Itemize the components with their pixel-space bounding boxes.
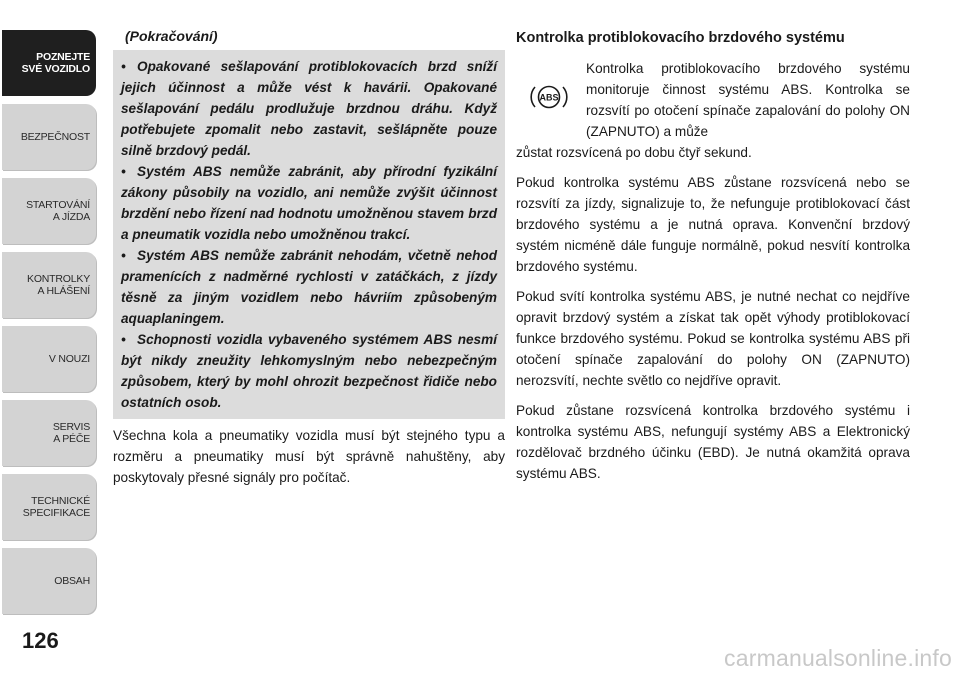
tire-paragraph: Všechna kola a pneumatiky vozidla musí být stejného typu a rozměru a pneumatiky musí být správně nahuštěny, aby poskytovaly přesné signály pro počítač. (113, 428, 505, 485)
warning-item (121, 56, 497, 161)
tab-technicke-specifikace[interactable] (2, 474, 96, 540)
tab-label: TECHNICKÉ SPECIFIKACE (22, 495, 90, 519)
warning-text: Systém ABS nemůže zabránit nehodám, včetně nehod pramenících z nadměrné rychlosti v zatáčkách, z jízdy těsně za jiným vozidlem nebo hávriím způsobeným aquaplaningem. (121, 248, 497, 326)
tab-servis[interactable] (2, 400, 96, 466)
bullet-icon: • (121, 59, 126, 74)
indicator-block (516, 58, 910, 142)
tab-label: KONTROLKY A HLÁŠENÍ (27, 273, 90, 297)
warning-text: Opakované sešlapování protiblokovacích brzd sníží jejich účinnost a může vést k havárii. Opakované sešlapování pedálu prodlužuje brzdnou dráhu. Když potřebujete zpomalit nebo zastavit, sešlápněte pouze silně brzdový pedál. (121, 59, 497, 158)
right-column (516, 28, 910, 493)
indicator-description-cont: zůstat rozsvícená po dobu čtyř sekund. (516, 145, 752, 160)
tab-label: BEZPEČNOST (20, 131, 90, 143)
chapter-sidebar (0, 0, 100, 640)
warning-text: Systém ABS nemůže zabránit, aby přírodní fyzikální zákony působily na vozidlo, ani nemůže zvýšit účinnost brzdění nebo řízení nad hodnotu umožněnou stavem brzd a pneumatik vozidla nebo umožněnou trakcí. (121, 164, 497, 242)
warning-box (113, 50, 505, 419)
abs-icon-label: ABS (539, 92, 559, 103)
continued-label: (Pokračování) (125, 28, 218, 44)
bullet-icon: • (121, 164, 126, 179)
tab-startovani[interactable] (2, 178, 96, 244)
tab-label: OBSAH (54, 575, 90, 587)
tab-v-nouzi[interactable] (2, 326, 96, 392)
tab-label: SERVIS A PÉČE (52, 421, 90, 445)
warning-text: Schopnosti vozidla vybaveného systémem ABS nesmí být nikdy zneužity lehkomyslným nebo nebezpečným způsobem, který by mohl ohrozit bezpečnost řidiče nebo ostatních osob. (121, 332, 497, 410)
tab-label: POZNEJTE SVÉ VOZIDLO (21, 51, 90, 75)
warning-item (121, 245, 497, 329)
abs-paragraph-3: Pokud zůstane rozsvícená kontrolka brzdového systému i kontrolka systému ABS, nefungují systémy ABS a Elektronický rozdělovač brzdného účinku (EBD). Je nutná okamžitá oprava systému ABS. (516, 403, 910, 481)
abs-paragraph-2: Pokud svítí kontrolka systému ABS, je nutné nechat co nejdříve opravit brzdový systém a získat tak opět výhody protiblokovací funkce brzdového systému. Pokud se kontrolka systému ABS při otočení spínače zapalování do polohy ON (ZAPNUTO) nerozsvítí, nechte světlo co nejdříve opravit. (516, 289, 910, 388)
watermark: carmanualsonline.info (724, 645, 952, 671)
bullet-icon: • (121, 332, 126, 347)
indicator-description: Kontrolka protiblokovacího brzdového systému monitoruje činnost systému ABS. Kontrolka se rozsvítí po otočení spínače zapalování do polohy ON (ZAPNUTO) a může (586, 61, 910, 139)
tab-label: STARTOVÁNÍ A JÍZDA (26, 199, 90, 223)
section-title: Kontrolka protiblokovacího brzdového systému (516, 30, 845, 46)
page-number: 126 (22, 628, 59, 653)
tab-bezpecnost[interactable] (2, 104, 96, 170)
tab-obsah[interactable] (2, 548, 96, 614)
left-column (113, 28, 505, 488)
warning-item (121, 329, 497, 413)
abs-warning-icon (526, 82, 572, 112)
tab-label: V NOUZI (48, 353, 90, 365)
tab-kontrolky[interactable] (2, 252, 96, 318)
bullet-icon: • (121, 248, 126, 263)
warning-item (121, 161, 497, 245)
abs-paragraph-1: Pokud kontrolka systému ABS zůstane rozsvícená nebo se rozsvítí za jízdy, signalizuje to, že nefunguje protiblokovací část brzdového systému a je nutná oprava. Konvenční brzdový systém nicméně dále funguje normálně, pokud nesvítí kontrolka brzdového systému. (516, 175, 910, 274)
tab-poznejte-sve-vozidlo[interactable] (2, 30, 96, 96)
